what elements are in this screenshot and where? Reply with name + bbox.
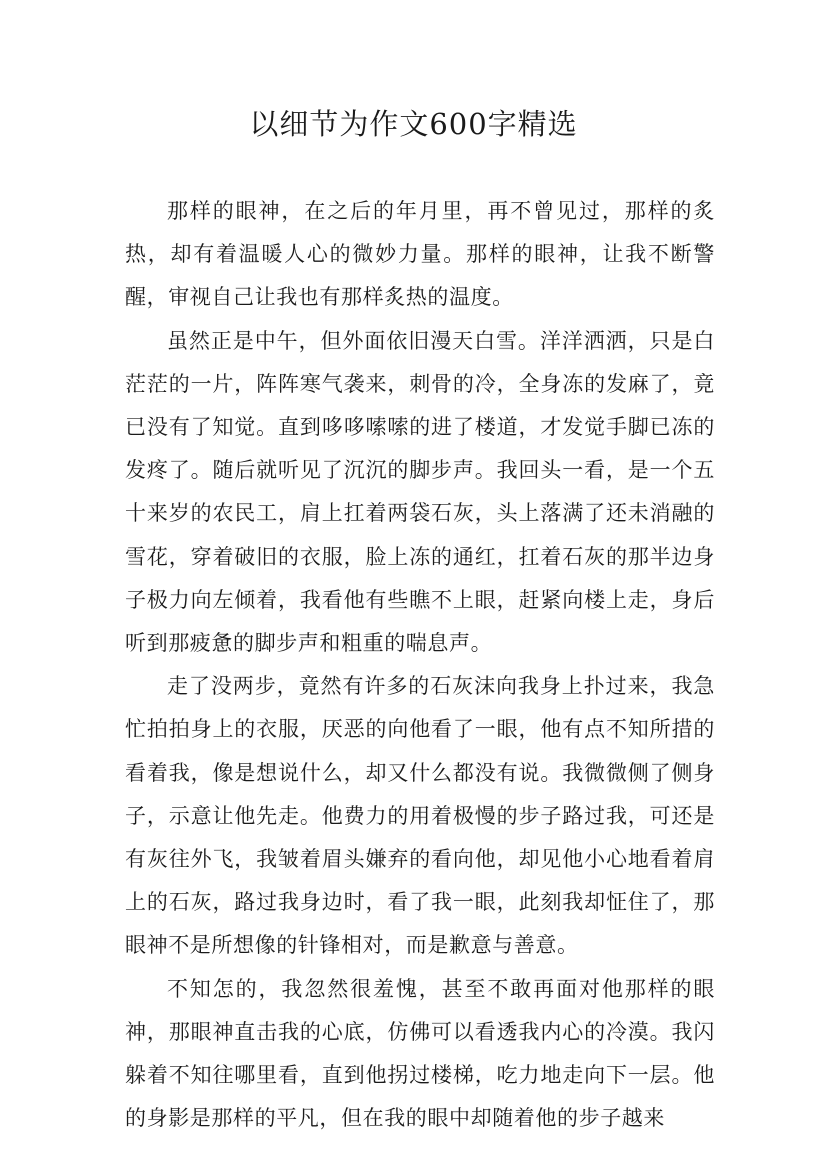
document-title: 以细节为作文600字精选 (249, 107, 578, 141)
document-body (125, 190, 715, 1140)
paragraph-3: 走了没两步，竟然有许多的石灰沫向我身上扑过来，我急忙拍拍身上的衣服，厌恶的向他看了一眼，他有点不知所措的看着我，像是想说什么，却又什么都没有说。我微微侧了侧身子，示意让他先走。他费力的用着极慢的步子路过我，可还是有灰往外飞，我皱着眉头嫌弃的看向他，却见他小心地看着肩上的石灰，路过我身边时，看了我一眼，此刻我却怔住了，那眼神不是所想像的针锋相对，而是歉意与善意。 (125, 674, 715, 958)
paragraph-1: 那样的眼神，在之后的年月里，再不曾见过，那样的炙热，却有着温暖人心的微妙力量。那样的眼神，让我不断警醒，审视自己让我也有那样炙热的温度。 (125, 199, 715, 310)
paragraph-4: 不知怎的，我忽然很羞愧，甚至不敢再面对他那样的眼神，那眼神直击我的心底，仿佛可以看透我内心的冷漠。我闪躲着不知往哪里看，直到他拐过楼梯，吃力地走向下一层。他的身影是那样的平凡，但在我的眼中却随着他的步子越来 (125, 976, 715, 1131)
paragraph-2: 虽然正是中午，但外面依旧漫天白雪。洋洋洒洒，只是白茫茫的一片，阵阵寒气袭来，刺骨的冷，全身冻的发麻了，竟已没有了知觉。直到哆哆嗦嗦的进了楼道，才发觉手脚已冻的发疼了。随后就听见了沉沉的脚步声。我回头一看，是一个五十来岁的农民工，肩上扛着两袋石灰，头上落满了还未消融的雪花，穿着破旧的衣服，脸上冻的通红，扛着石灰的那半边身子极力向左倾着，我看他有些瞧不上眼，赶紧向楼上走，身后听到那疲惫的脚步声和粗重的喘息声。 (125, 328, 715, 656)
